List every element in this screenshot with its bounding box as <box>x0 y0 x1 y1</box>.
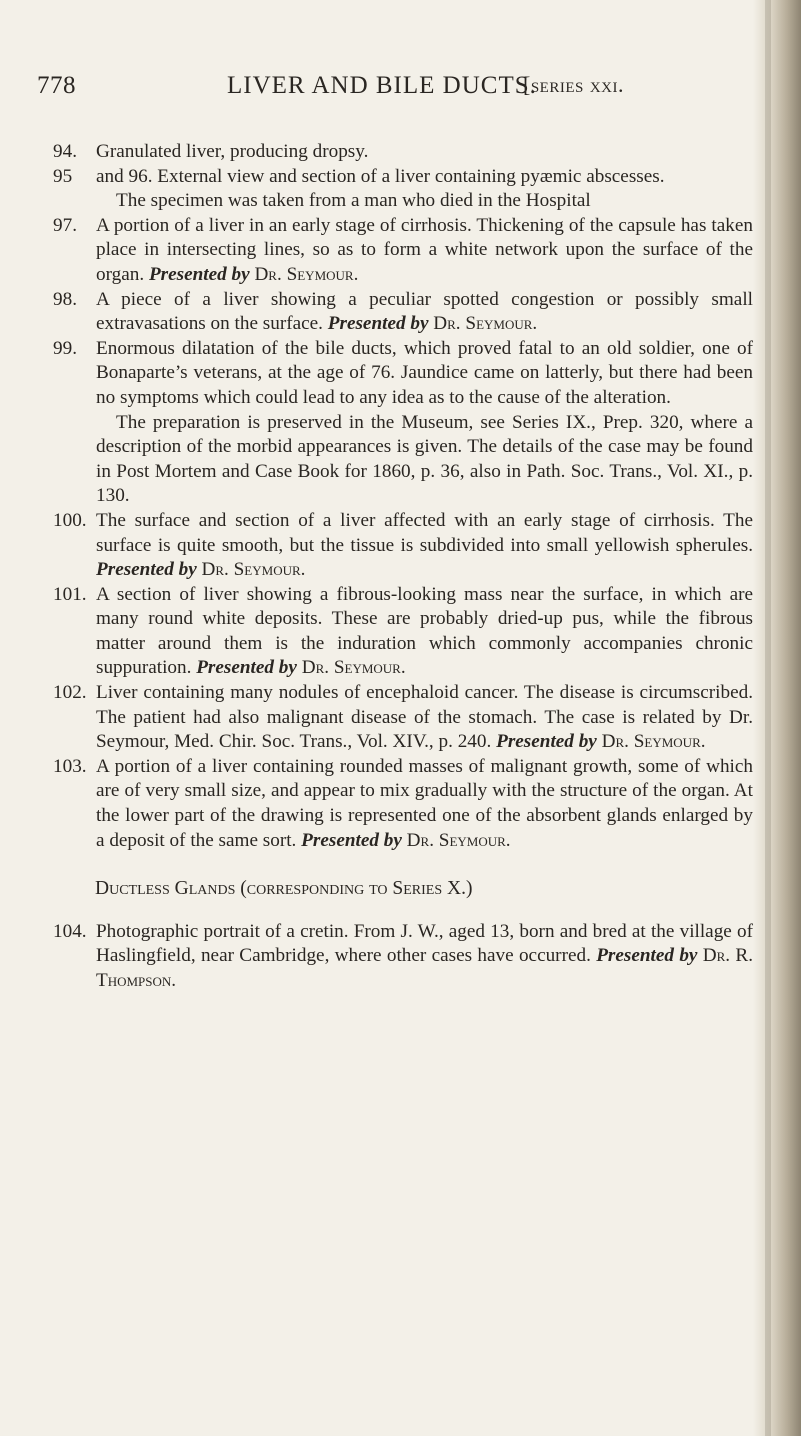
catalogue-entry <box>53 337 753 509</box>
catalogue-entry <box>53 583 753 681</box>
entry-number: 97. <box>53 214 77 236</box>
presented-by: Presented by <box>496 731 597 753</box>
entry-number: 101. <box>53 583 87 605</box>
presenter-name: Dr. Seymour. <box>406 829 511 851</box>
page-edge-line <box>765 0 771 1436</box>
entry-body: A portion of a liver containing rounded masses of malignant growth, some of which are of very small size, and appear to mix gradually with the structure of the organ. At the lower part of the drawing is represented one of the absorbent glands enlarged by a deposit of the same sort. <box>96 755 753 851</box>
catalogue-entry <box>53 920 753 994</box>
entry-note: The preparation is preserved in the Museum, see Series IX., Prep. 320, where a description of the morbid appearances is given. The details of the case may be found in Post Mortem and Case Book for 1860, p. 36, also in Path. Soc. Trans., Vol. XI., p. 130. <box>96 411 753 507</box>
presented-by: Presented by <box>301 829 402 851</box>
entry-body: Liver containing many nodules of encephaloid cancer. The disease is circumscribed. The patient had also malignant disease of the stomach. The case is related by Dr. Seymour, Med. Chir. Soc. Trans., Vol. XIV., p. 240. <box>96 682 753 753</box>
presenter-name: Dr. Seymour. <box>601 731 706 753</box>
entry-text <box>96 509 753 583</box>
entry-text <box>96 755 753 853</box>
running-title: LIVER AND BILE DUCTS. <box>227 72 537 99</box>
catalogue-content <box>53 140 753 994</box>
presented-by: Presented by <box>196 657 297 679</box>
entry-body: A piece of a liver showing a peculiar spotted congestion or possibly small extravasations on the surface. <box>96 288 753 335</box>
entry-number: 103. <box>53 755 87 777</box>
entry-body: A portion of a liver in an early stage of cirrhosis. Thickening of the capsule has taken place in intersecting lines, so as to form a white network upon the surface of the organ. <box>96 214 753 285</box>
page-edge-shadow <box>753 0 801 1436</box>
series-label: [series xxi. <box>523 72 624 97</box>
entry-text <box>96 583 753 681</box>
entry-body: A section of liver showing a fibrous-looking mass near the surface, in which are many round white deposits. These are probably dried-up pus, while the fibrous matter around them is the induration which commonly accompanies chronic suppuration. <box>96 583 753 679</box>
entry-body: The surface and section of a liver affected with an early stage of cirrhosis. The surface is quite smooth, but the tissue is subdivided into small yellowish spherules. <box>96 509 753 556</box>
entry-number: 99. <box>53 337 77 359</box>
presenter-name: Dr. R. Thompson. <box>96 945 754 991</box>
catalogue-entry <box>53 214 753 288</box>
entry-text: and 96. External view and section of a liver containing pyæmic abscesses. <box>96 165 665 187</box>
catalogue-entry <box>53 755 753 853</box>
presenter-name: Dr. Seymour. <box>254 263 359 285</box>
entry-body: Photographic portrait of a cretin. From J. W., aged 13, born and bred at the village of Haslingfield, near Cambridge, where other cases have occurred. <box>96 920 753 967</box>
entry-text <box>96 214 753 288</box>
entry-number: 104. <box>53 920 87 942</box>
page-header <box>37 72 757 108</box>
presenter-name: Dr. Seymour. <box>201 559 306 581</box>
presenter-name: Dr. Seymour. <box>301 657 406 679</box>
entry-number: 100. <box>53 509 87 531</box>
presented-by: Presented by <box>596 945 698 967</box>
entry-note: The specimen was taken from a man who died in the Hospital <box>116 190 591 212</box>
entry-text <box>96 920 753 994</box>
catalogue-entry <box>53 140 753 165</box>
section-heading: Ductless Glands (corresponding to Series X.) <box>95 878 473 900</box>
presented-by: Presented by <box>148 263 250 285</box>
entry-number: 94. <box>53 141 77 162</box>
catalogue-entry <box>53 288 753 337</box>
presenter-name: Dr. Seymour. <box>433 313 538 335</box>
entry-text <box>96 681 753 755</box>
catalogue-entry <box>53 509 753 583</box>
entry-number: 95 <box>53 165 73 187</box>
entry-text: Enormous dilatation of the bile ducts, which proved fatal to an old soldier, one of Bonaparte’s veterans, at the age of 76. Jaundice came on latterly, but there had been no symptoms which could lead to any idea as to the cause of the alteration. <box>96 337 753 408</box>
entry-number: 102. <box>53 682 87 704</box>
entry-number: 98. <box>53 288 77 310</box>
presented-by: Presented by <box>96 559 197 581</box>
catalogue-entry <box>53 165 753 214</box>
page-number: 778 <box>37 72 76 99</box>
entry-text: Granulated liver, producing dropsy. <box>96 141 369 162</box>
presented-by: Presented by <box>327 313 429 335</box>
entry-text <box>96 288 753 337</box>
catalogue-entry <box>53 681 753 755</box>
